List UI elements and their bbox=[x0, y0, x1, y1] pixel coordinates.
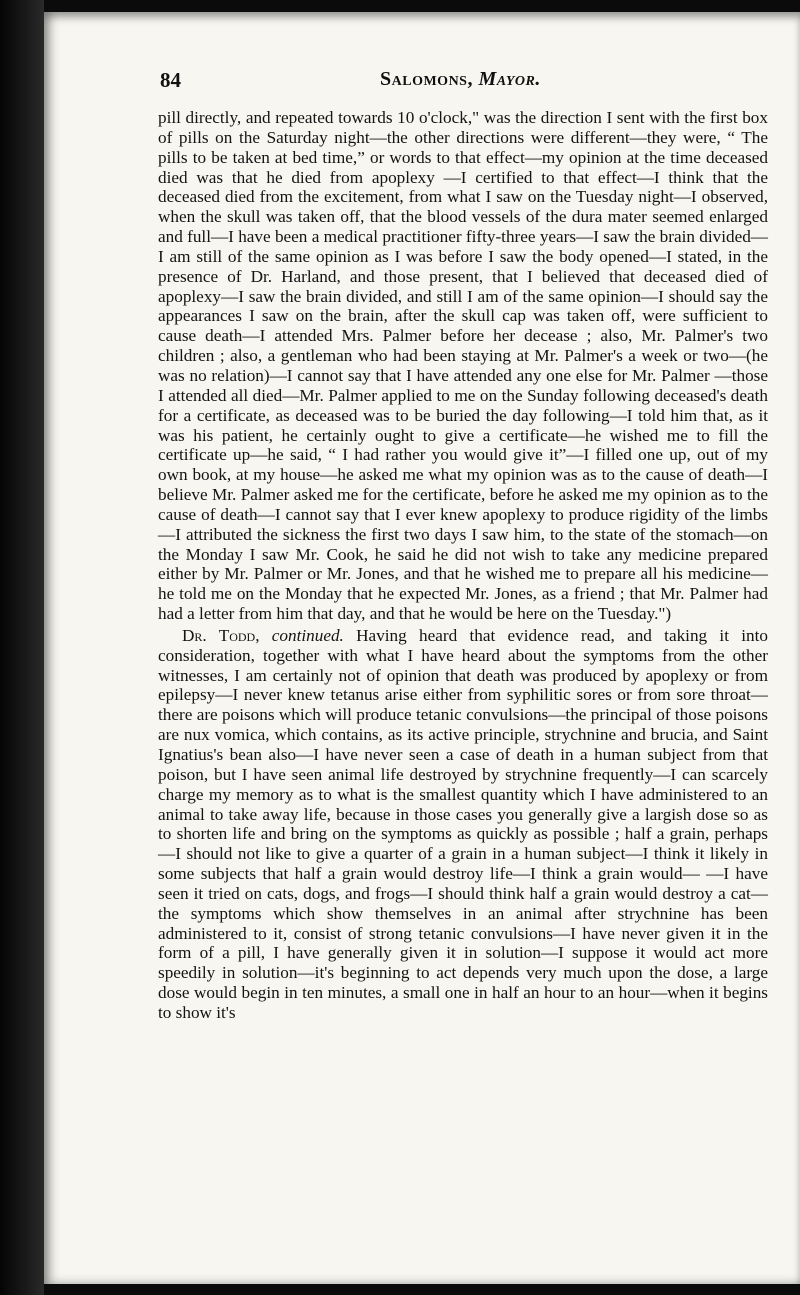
testimony-paragraph-2 bbox=[158, 626, 768, 1023]
book-page bbox=[44, 12, 800, 1284]
speaker-name: Dr. Todd, bbox=[182, 625, 260, 645]
page-header bbox=[160, 68, 760, 98]
paragraph-2-text: Having heard that evidence read, and taking it into consideration, together with what I have heard about the symptoms from the other witnesses, I am certainly not of opinion that death was produced by apoplexy or from epilepsy—I never knew tetanus arise either from syphilitic sores or from sore throat—there are poisons which will produce tetanic convulsions—the principal of those poisons are nux vomica, which contains, as its active principle, strychnine and brucia, and Saint Ignatius's bean also—I have never seen a case of death in a human subject from that poison, but I have seen animal life destroyed by strychnine frequently—I can scarcely charge my memory as to what is the smallest quantity which I have administered to an animal to take away life, because in those cases you generally give a largish dose so as to shorten life and bring on the symptoms as quickly as possible ; half a grain, perhaps—I should not like to give a quarter of a grain in a human subject—I think it likely in some subjects that half a grain would destroy life—I think a grain would— —I have seen it tried on cats, dogs, and frogs—I should think half a grain would destroy a cat—the symptoms which show themselves in an animal after strychnine has been administered to it, consist of strong tetanic convulsions—I have never given it in the form of a pill, I have generally given it in solution—I suppose it would act more speedily in solution—it's beginning to act depends very much upon the dose, a large dose would begin in ten minutes, a small one in half an hour to an hour—when it begins to show it's bbox=[158, 625, 769, 1022]
running-head bbox=[380, 68, 541, 91]
testimony-paragraph-1: pill directly, and repeated towards 10 o'clock," was the direction I sent with the first box of pills on the Saturday night—the other directions were different—they were, “ The pills to be taken at bed time,” or words to that effect—my opinion at the time deceased died was that he died from apoplexy —I certified to that effect—I think that the deceased died from the excitement, from what I saw on the Tuesday night—I observed, when the skull was taken off, that the blood vessels of the dura mater seemed enlarged and full—I have been a medical practitioner fifty-three years—I saw the brain divided—I am still of the same opinion as I was before I saw the body opened—I stated, in the presence of Dr. Harland, and those present, that I believed that deceased died of apoplexy—I saw the brain divided, and still I am of the same opinion—I should say the appearances I saw on the brain, after the skull cap was taken off, were sufficient to cause death—I attended Mrs. Palmer before her decease ; also, Mr. Palmer's two children ; also, a gentleman who had been staying at Mr. Palmer's a week or two—(he was no relation)—I cannot say that I have attended any one else for Mr. Palmer —those I attended all died—Mr. Palmer applied to me on the Sunday following deceased's death for a certificate, as deceased was to be buried the day following—I told him that, as it was his patient, he certainly ought to give a certificate—he wished me to fill the certificate up—he said, “ I had rather you would give it”—I filled one up, out of my own book, at my house—he asked me what my opinion was as to the cause of death—I believe Mr. Palmer asked me for the certificate, before he asked me my opinion as to the cause of death—I cannot say that I ever knew apoplexy to produce rigidity of the limbs—I attributed the sickness the first two days I saw him, to the state of the stomach—on the Monday I saw Mr. Cook, he said he did not wish to take any medicine prepared either by Mr. Palmer or Mr. Jones, and that he wished me to prepare all his medicine—he told me on the Monday that he expected Mr. Jones, as a friend ; that Mr. Palmer had had a letter from him that day, and that he would be here on the Tuesday.") bbox=[158, 108, 768, 624]
continued-label: continued. bbox=[271, 625, 344, 645]
page-number: 84 bbox=[160, 68, 181, 92]
scan-dark-margin bbox=[0, 0, 44, 1295]
running-head-name: Salomons, bbox=[380, 68, 473, 90]
running-head-title: Mayor. bbox=[478, 68, 541, 90]
body-text bbox=[158, 108, 768, 1023]
